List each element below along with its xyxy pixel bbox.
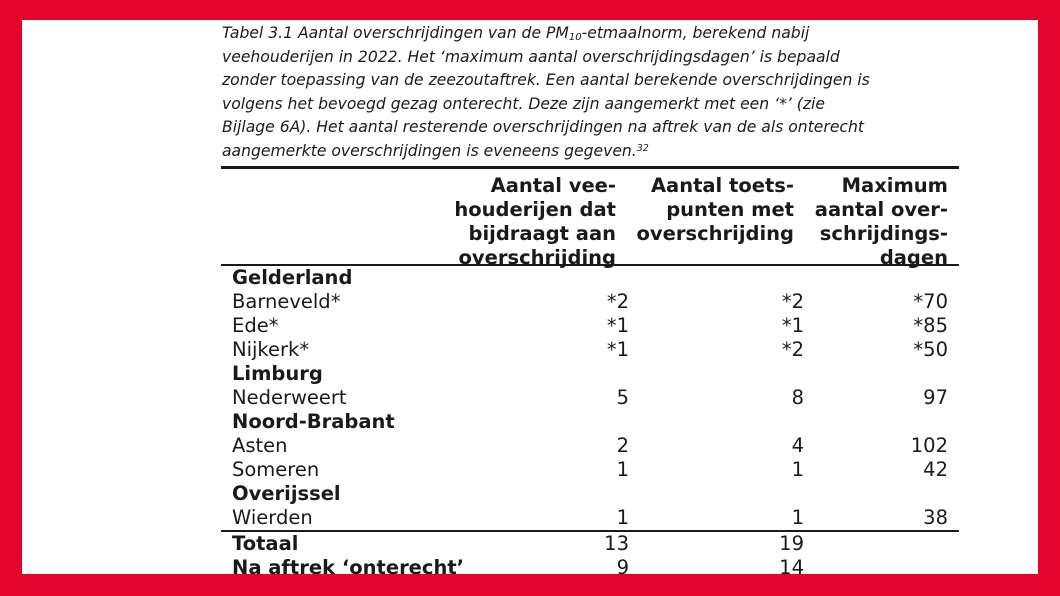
farms-value: 5 — [616, 386, 629, 409]
test-points-value: 4 — [791, 434, 804, 457]
farms-value: 2 — [616, 434, 629, 457]
max-days-value: 42 — [923, 458, 948, 481]
farms-value: 1 — [616, 458, 629, 481]
test-points-net-total: 14 — [779, 556, 804, 574]
test-points-value: *2 — [781, 290, 804, 313]
farms-total: 13 — [604, 532, 629, 555]
max-days-value: 102 — [910, 434, 948, 457]
municipality-label: Ede* — [232, 314, 279, 337]
test-points-value: 8 — [791, 386, 804, 409]
province-label: Overijssel — [232, 482, 341, 505]
table-row — [221, 314, 959, 338]
caption-line-6 — [222, 140, 982, 164]
province-label: Gelderland — [232, 266, 353, 289]
caption-line-4: volgens het bevoegd gezag onterecht. Deze zijn aangemerkt met een ‘*’ (zie — [222, 94, 825, 113]
province-label: Noord-Brabant — [232, 410, 395, 433]
table-row-group — [221, 482, 959, 506]
header-test-points: Aantal toets- punten met overschrijding — [636, 174, 794, 245]
table-row — [221, 386, 959, 410]
max-days-value: *85 — [913, 314, 948, 337]
table-row — [221, 434, 959, 458]
caption-line-1-start: Tabel 3.1 Aantal overschrijdingen van de PM — [222, 24, 569, 42]
caption-line-3: zonder toepassing van de zeezoutaftrek. Een aantal berekende overschrijdingen is — [222, 71, 870, 90]
municipality-label: Someren — [232, 458, 320, 481]
data-table — [221, 166, 959, 574]
province-label: Limburg — [232, 362, 323, 385]
test-points-value: 1 — [791, 506, 804, 529]
document-page — [22, 20, 1038, 574]
test-points-total: 19 — [779, 532, 804, 555]
farms-value: *1 — [606, 338, 629, 361]
table-header — [221, 169, 959, 269]
municipality-label: Barneveld* — [232, 290, 341, 313]
municipality-label: Asten — [232, 434, 288, 457]
test-points-value: *1 — [781, 314, 804, 337]
table-row — [221, 458, 959, 482]
table-row-net-total — [221, 556, 959, 574]
caption-line-1 — [222, 22, 982, 46]
farms-value: *2 — [606, 290, 629, 313]
municipality-label: Nederweert — [232, 386, 347, 409]
table-row-group — [221, 362, 959, 386]
farms-net-total: 9 — [616, 556, 629, 574]
caption-line-1-end: -etmaalnorm, berekend nabij — [581, 24, 810, 42]
caption-line-6-text: aangemerkte overschrijdingen is eveneens gegeven. — [222, 141, 637, 160]
table-row — [221, 290, 959, 314]
caption-line-2: veehouderijen in 2022. Het ‘maximum aantal overschrijdingsdagen’ is bepaald — [222, 47, 840, 66]
table-row — [221, 506, 959, 530]
max-days-value: 38 — [923, 506, 948, 529]
municipality-label: Nijkerk* — [232, 338, 310, 361]
header-farms: Aantal vee- houderijen dat bijdraagt aan overschrijding — [454, 174, 616, 269]
max-days-value: *70 — [913, 290, 948, 313]
farms-value: 1 — [616, 506, 629, 529]
table-caption — [222, 22, 982, 164]
table-row-total — [221, 532, 959, 556]
municipality-label: Wierden — [232, 506, 313, 529]
net-total-label: Na aftrek ‘onterecht’ — [232, 556, 465, 574]
max-days-value: 97 — [923, 386, 948, 409]
header-max-days: Maximum aantal over- schrijdings- dagen — [814, 174, 948, 269]
table-row-group — [221, 410, 959, 434]
caption-subscript: 10 — [568, 32, 582, 43]
table-row-group — [221, 266, 959, 290]
max-days-value: *50 — [913, 338, 948, 361]
test-points-value: *2 — [781, 338, 804, 361]
table-row — [221, 338, 959, 362]
farms-value: *1 — [606, 314, 629, 337]
caption-line-5: Bijlage 6A). Het aantal resterende overschrijdingen na aftrek van de als onterecht — [222, 118, 864, 137]
footnote-marker: 32 — [636, 142, 649, 154]
total-label: Totaal — [232, 532, 299, 555]
test-points-value: 1 — [791, 458, 804, 481]
